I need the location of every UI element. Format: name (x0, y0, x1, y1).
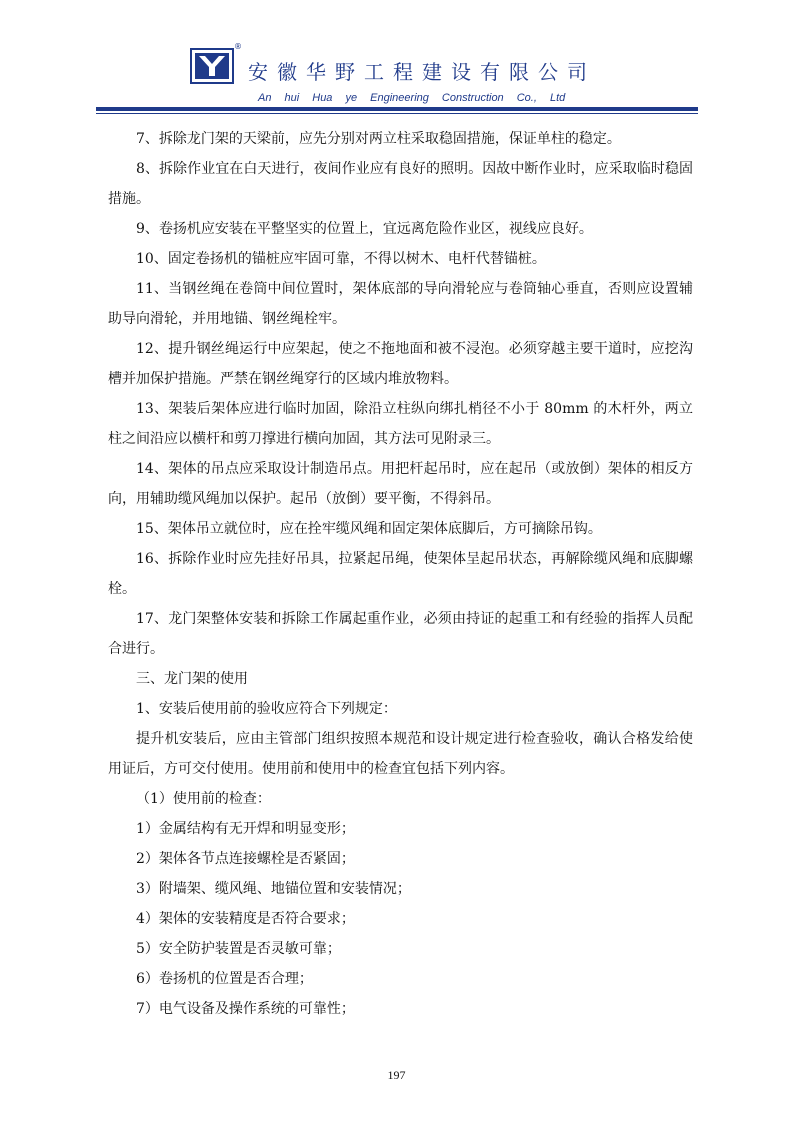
company-name-cn: 安徽华野工程建设有限公司 (248, 60, 596, 84)
paragraph-item-7: 7、拆除龙门架的天梁前，应先分别对两立柱采取稳固措施，保证单柱的稳定。 (136, 131, 621, 147)
list-item: 5）安全防护装置是否灵敏可靠； (136, 941, 341, 957)
page-header (0, 0, 793, 120)
paragraph-acceptance: 提升机安装后，应由主管部门组织按照本规范和设计规定进行检查验收，确认合格发给使用证后，方可交付使用。使用前和使用中的检查宜包括下列内容。 (108, 731, 693, 777)
company-name-en: An hui Hua ye Engineering Construction Co., Ltd (258, 92, 566, 104)
list-item: 7）电气设备及操作系统的可靠性； (136, 1001, 355, 1017)
paragraph-item-15: 15、架体吊立就位时，应在拴牢缆风绳和固定架体底脚后，方可摘除吊钩。 (136, 521, 602, 537)
registered-mark: ® (234, 42, 242, 51)
paragraph-item-16: 16、拆除作业时应先挂好吊具，拉紧起吊绳，使架体呈起吊状态，再解除缆风绳和底脚螺栓。 (108, 551, 693, 597)
list-item: 6）卷扬机的位置是否合理； (136, 971, 313, 987)
paragraph-item-8: 8、拆除作业宜在白天进行，夜间作业应有良好的照明。因故中断作业时，应采取临时稳固措施。 (108, 161, 693, 207)
list-item: 1）金属结构有无开焊和明显变形； (136, 821, 355, 837)
paragraph-item-12: 12、提升钢丝绳运行中应架起，使之不拖地面和被不浸泡。必须穿越主要干道时，应挖沟槽并加保护措施。严禁在钢丝绳穿行的区域内堆放物料。 (108, 341, 693, 387)
paragraph-item-11: 11、当钢丝绳在卷筒中间位置时，架体底部的导向滑轮应与卷筒轴心垂直，否则应设置辅助导向滑轮，并用地锚、钢丝绳栓牢。 (108, 281, 693, 327)
list-item: 4）架体的安装精度是否符合要求； (136, 911, 355, 927)
company-logo-icon (190, 48, 234, 84)
subsection-heading: 1、安装后使用前的验收应符合下列规定： (136, 701, 397, 717)
paragraph-item-10: 10、固定卷扬机的锚桩应牢固可靠，不得以树木、电杆代替锚桩。 (136, 251, 546, 267)
paragraph-item-13: 13、架装后架体应进行临时加固，除沿立柱纵向绑扎梢径不小于 80mm 的木杆外，两立柱之间沿应以横杆和剪刀撑进行横向加固，其方法可见附录三。 (108, 401, 693, 447)
paragraph-item-9: 9、卷扬机应安装在平整坚实的位置上，宜远离危险作业区，视线应良好。 (136, 221, 593, 237)
header-rule-thick (96, 107, 698, 111)
list-item: 3）附墙架、缆风绳、地锚位置和安装情况； (136, 881, 411, 897)
list-item: 2）架体各节点连接螺栓是否紧固； (136, 851, 355, 867)
paragraph-item-17: 17、龙门架整体安装和拆除工作属起重作业，必须由持证的起重工和有经验的指挥人员配合进行。 (108, 611, 693, 657)
header-rule-thin (96, 113, 698, 114)
section-heading: 三、龙门架的使用 (136, 671, 248, 687)
list-heading: （1）使用前的检查： (136, 791, 271, 807)
page-number: 197 (387, 1068, 406, 1082)
paragraph-item-14: 14、架体的吊点应采取设计制造吊点。用把杆起吊时，应在起吊（或放倒）架体的相反方向，用辅助缆风绳加以保护。起吊（放倒）要平衡，不得斜吊。 (108, 461, 693, 507)
document-body (108, 124, 693, 1024)
